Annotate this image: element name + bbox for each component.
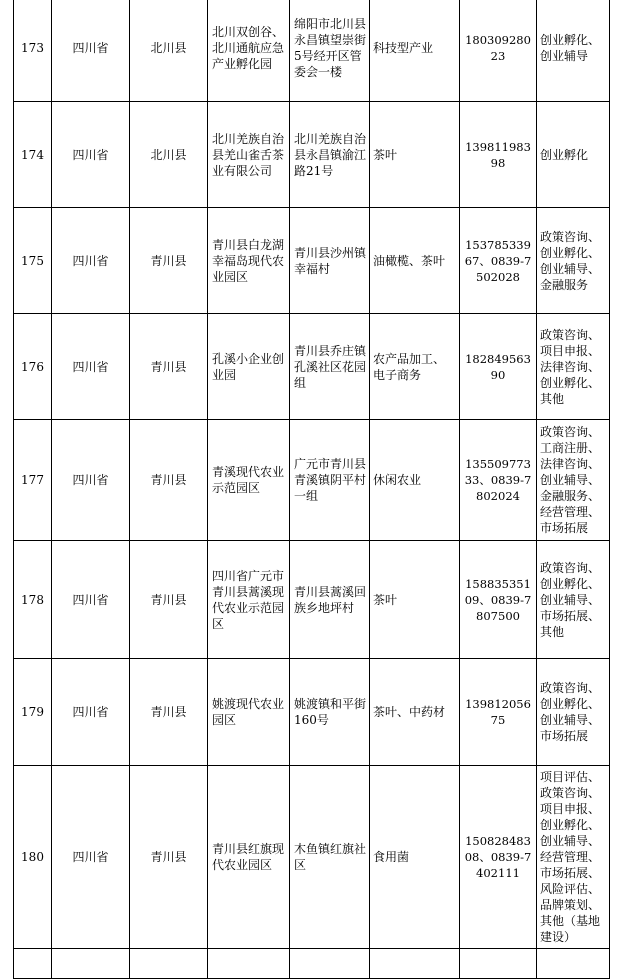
phone-cell: 13981205675 (460, 659, 537, 766)
table-row (14, 420, 610, 541)
address-cell: 北川羌族自治县永昌镇渝江路21号 (290, 102, 370, 208)
table-row (14, 541, 610, 659)
table-row (14, 659, 610, 766)
address-cell: 青川县乔庄镇孔溪社区花园组 (290, 314, 370, 420)
county-cell: 青川县 (130, 766, 208, 949)
park-name-cell: 青川县红旗现代农业园区 (208, 766, 290, 949)
industry-cell (370, 949, 460, 979)
services-cell (537, 949, 610, 979)
province-cell: 四川省 (52, 0, 130, 102)
industry-cell: 农产品加工、电子商务 (370, 314, 460, 420)
phone-cell: 18030928023 (460, 0, 537, 102)
phone-cell: 18284956390 (460, 314, 537, 420)
address-cell: 绵阳市北川县永昌镇望崇街5号经开区管委会一楼 (290, 0, 370, 102)
province-cell: 四川省 (52, 420, 130, 541)
services-cell: 政策咨询、项目申报、法律咨询、创业孵化、其他 (537, 314, 610, 420)
industry-cell: 科技型产业 (370, 0, 460, 102)
county-cell: 青川县 (130, 659, 208, 766)
province-cell: 四川省 (52, 659, 130, 766)
phone-cell: 15378533967、0839-7502028 (460, 208, 537, 314)
county-cell: 青川县 (130, 420, 208, 541)
phone-cell (460, 949, 537, 979)
address-cell: 青川县沙州镇幸福村 (290, 208, 370, 314)
table-row (14, 949, 610, 979)
incubator-table (13, 0, 610, 979)
row-number: 179 (14, 659, 52, 766)
province-cell: 四川省 (52, 541, 130, 659)
province-cell: 四川省 (52, 314, 130, 420)
table-row (14, 766, 610, 949)
province-cell (52, 949, 130, 979)
services-cell: 创业孵化 (537, 102, 610, 208)
address-cell: 青川县蒿溪回族乡地坪村 (290, 541, 370, 659)
park-name-cell (208, 949, 290, 979)
row-number (14, 949, 52, 979)
phone-cell: 13550977333、0839-7802024 (460, 420, 537, 541)
industry-cell: 油橄榄、茶叶 (370, 208, 460, 314)
park-name-cell: 北川双创谷、北川通航应急产业孵化园 (208, 0, 290, 102)
industry-cell: 茶叶 (370, 102, 460, 208)
address-cell: 姚渡镇和平街160号 (290, 659, 370, 766)
address-cell: 广元市青川县青溪镇阴平村一组 (290, 420, 370, 541)
table-row (14, 314, 610, 420)
county-cell: 青川县 (130, 541, 208, 659)
row-number: 180 (14, 766, 52, 949)
services-cell: 政策咨询、创业孵化、创业辅导、市场拓展 (537, 659, 610, 766)
services-cell: 政策咨询、创业孵化、创业辅导、市场拓展、其他 (537, 541, 610, 659)
park-name-cell: 青溪现代农业示范园区 (208, 420, 290, 541)
row-number: 175 (14, 208, 52, 314)
phone-cell: 13981198398 (460, 102, 537, 208)
table-body (14, 0, 610, 979)
phone-cell: 15082848308、0839-7402111 (460, 766, 537, 949)
table-row (14, 0, 610, 102)
industry-cell: 食用菌 (370, 766, 460, 949)
park-name-cell: 姚渡现代农业园区 (208, 659, 290, 766)
address-cell (290, 949, 370, 979)
services-cell: 项目评估、政策咨询、项目申报、创业孵化、创业辅导、经营管理、市场拓展、风险评估、品牌策划、其他（基地建设） (537, 766, 610, 949)
table-row (14, 208, 610, 314)
county-cell (130, 949, 208, 979)
row-number: 174 (14, 102, 52, 208)
county-cell: 青川县 (130, 314, 208, 420)
services-cell: 政策咨询、工商注册、法律咨询、创业辅导、金融服务、经营管理、市场拓展 (537, 420, 610, 541)
county-cell: 青川县 (130, 208, 208, 314)
row-number: 173 (14, 0, 52, 102)
phone-cell: 15883535109、0839-7807500 (460, 541, 537, 659)
services-cell: 创业孵化、创业辅导 (537, 0, 610, 102)
industry-cell: 茶叶 (370, 541, 460, 659)
industry-cell: 茶叶、中药材 (370, 659, 460, 766)
county-cell: 北川县 (130, 0, 208, 102)
province-cell: 四川省 (52, 102, 130, 208)
services-cell: 政策咨询、创业孵化、创业辅导、金融服务 (537, 208, 610, 314)
row-number: 178 (14, 541, 52, 659)
park-name-cell: 北川羌族自治县羌山雀舌茶业有限公司 (208, 102, 290, 208)
park-name-cell: 孔溪小企业创业园 (208, 314, 290, 420)
park-name-cell: 四川省广元市青川县蒿溪现代农业示范园区 (208, 541, 290, 659)
park-name-cell: 青川县白龙湖幸福岛现代农业园区 (208, 208, 290, 314)
address-cell: 木鱼镇红旗社区 (290, 766, 370, 949)
province-cell: 四川省 (52, 208, 130, 314)
row-number: 176 (14, 314, 52, 420)
province-cell: 四川省 (52, 766, 130, 949)
table-row (14, 102, 610, 208)
row-number: 177 (14, 420, 52, 541)
industry-cell: 休闲农业 (370, 420, 460, 541)
county-cell: 北川县 (130, 102, 208, 208)
